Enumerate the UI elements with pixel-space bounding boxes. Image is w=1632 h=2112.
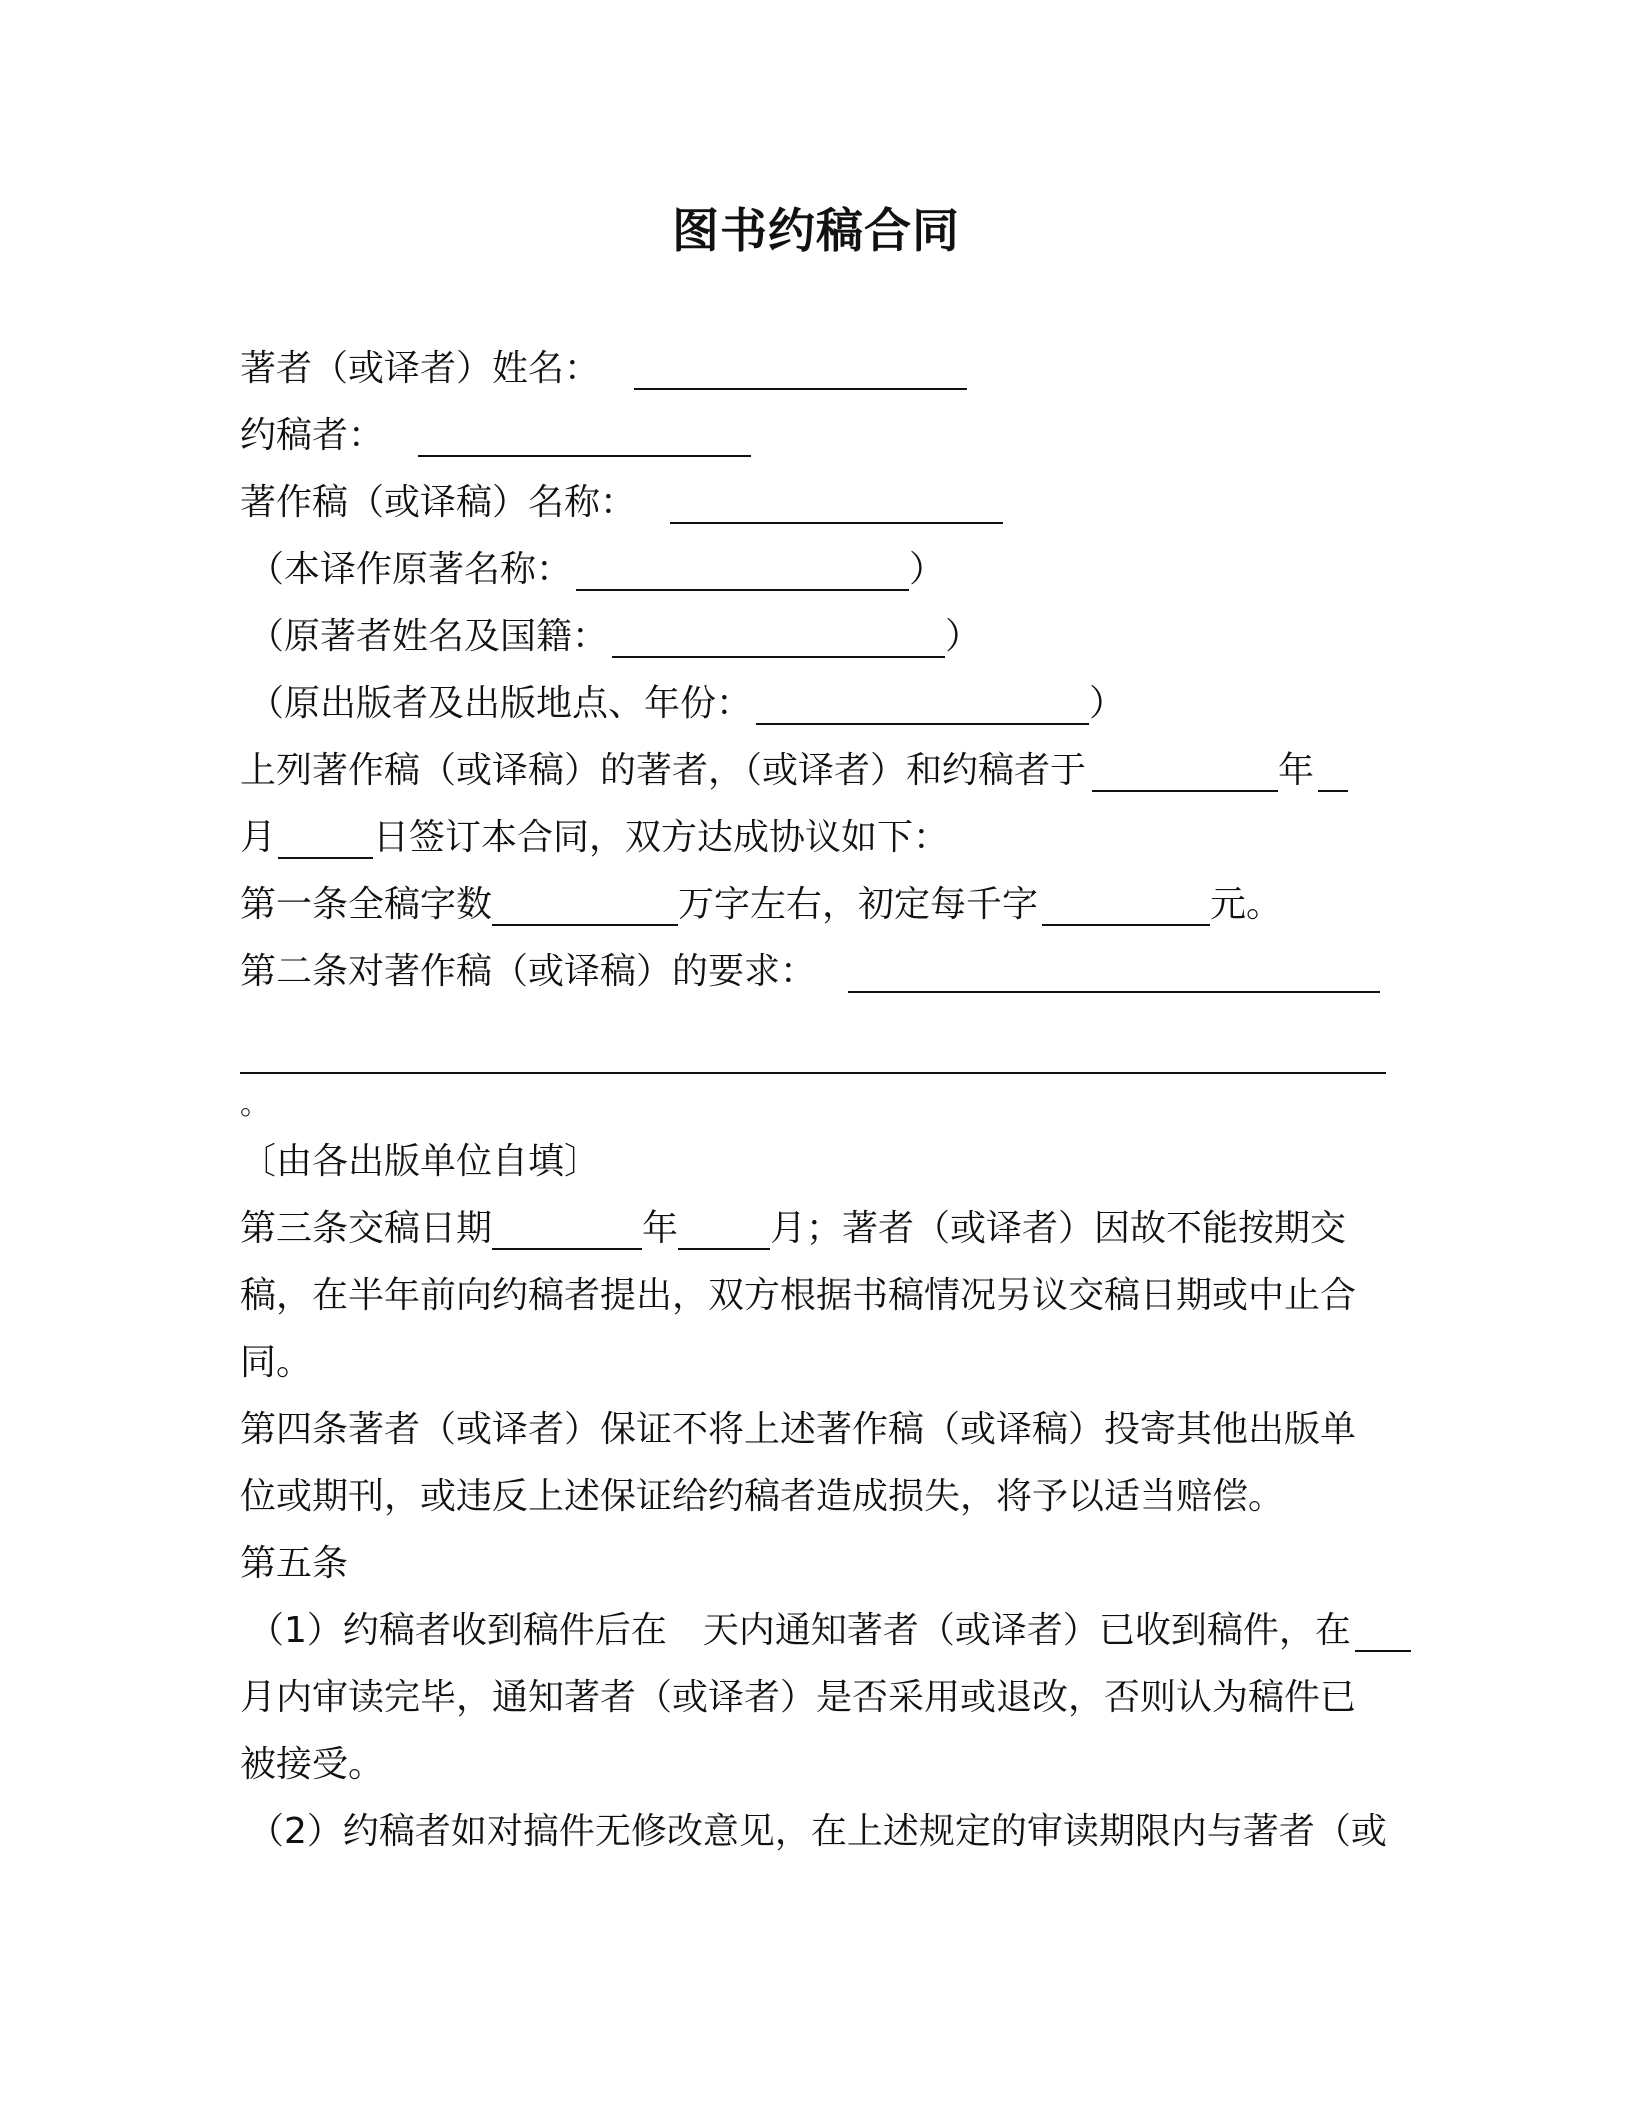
article-2-label: 第二条对著作稿（或译稿）的要求： — [240, 951, 817, 992]
article-1-label: 第一条全稿字数 — [240, 884, 493, 925]
original-publisher-label: （原出版者及出版地点、年份： — [248, 683, 753, 724]
author-name-blank[interactable] — [634, 348, 967, 390]
sign-day-blank[interactable] — [278, 817, 373, 859]
item-1-text-2: 天内通知著者（或译者）已收到稿件，在 — [702, 1610, 1351, 1651]
original-title-label: （本译作原著名称： — [248, 549, 573, 590]
original-title-close: ） — [909, 549, 946, 590]
month-label: 月 — [240, 817, 277, 858]
original-publisher-close: ） — [1089, 683, 1126, 724]
rate-blank[interactable] — [1042, 884, 1210, 926]
commissioner-blank[interactable] — [418, 415, 751, 457]
delivery-year-blank[interactable] — [492, 1208, 642, 1250]
days-blank[interactable] — [667, 1610, 703, 1652]
article-4-line-2: 位或期刊，或违反上述保证给约稿者造成损失，将予以适当赔偿。 — [240, 1476, 1285, 1517]
delivery-year-label: 年 — [642, 1208, 679, 1249]
article-5-item-1-line-2: 月内审读完毕，通知著者（或译者）是否采用或退改，否则认为稿件已 — [240, 1677, 1357, 1718]
work-title-row — [240, 479, 1003, 527]
article-5-heading: 第五条 — [240, 1543, 349, 1584]
sign-year-blank[interactable] — [1092, 750, 1278, 792]
article-1 — [240, 881, 1282, 929]
article-1-text: 万字左右，初定每千字 — [678, 884, 1039, 925]
item-1-text: （1）约稿者收到稿件后在 — [248, 1610, 667, 1651]
original-title-blank[interactable] — [576, 549, 909, 591]
article-4-line-1: 第四条著者（或译者）保证不将上述著作稿（或译稿）投寄其他出版单 — [240, 1409, 1357, 1450]
requirements-line-2[interactable] — [240, 1072, 1386, 1074]
article-2 — [240, 948, 1380, 996]
work-title-blank[interactable] — [670, 482, 1003, 524]
commissioner-label: 约稿者： — [240, 415, 385, 456]
commissioner-row — [240, 412, 751, 460]
original-title-row — [248, 546, 945, 594]
original-author-close: ） — [945, 616, 982, 657]
original-author-blank[interactable] — [612, 616, 945, 658]
article-3-line-3: 同。 — [240, 1342, 313, 1383]
requirements-blank[interactable] — [848, 951, 1380, 993]
original-author-label: （原著者姓名及国籍： — [248, 616, 609, 657]
article-3-label: 第三条交稿日期 — [240, 1208, 493, 1249]
delivery-month-blank[interactable] — [678, 1208, 770, 1250]
author-name-row — [240, 345, 967, 393]
intro-line-2 — [240, 814, 949, 862]
year-label: 年 — [1278, 750, 1315, 791]
article-3-text: 月；著者（或译者）因故不能按期交 — [770, 1208, 1347, 1249]
requirements-end: 。 — [240, 1087, 270, 1122]
original-publisher-blank[interactable] — [756, 683, 1089, 725]
article-5-item-1-line-3: 被接受。 — [240, 1744, 385, 1785]
sign-month-blank-start[interactable] — [1318, 750, 1348, 792]
article-5-item-2-line-1: （2）约稿者如对搞件无修改意见，在上述规定的审读期限内与著者（或 — [248, 1811, 1387, 1852]
intro-text-2: 日签订本合同，双方达成协议如下： — [373, 817, 950, 858]
work-title-label: 著作稿（或译稿）名称： — [240, 482, 637, 523]
article-2-note: 〔由各出版单位自填〕 — [240, 1141, 601, 1182]
article-5-item-1-line-1 — [248, 1607, 1411, 1655]
word-count-blank[interactable] — [492, 884, 678, 926]
author-name-label: 著者（或译者）姓名： — [240, 348, 601, 389]
review-months-blank[interactable] — [1355, 1610, 1411, 1652]
article-3-line-1 — [240, 1205, 1346, 1253]
original-author-row — [248, 613, 981, 661]
article-1-end: 元。 — [1210, 884, 1283, 925]
article-3-line-2: 稿，在半年前向约稿者提出，双方根据书稿情况另议交稿日期或中止合 — [240, 1275, 1357, 1316]
intro-text: 上列著作稿（或译稿）的著者，（或译者）和约稿者于 — [240, 750, 1087, 791]
intro-line-1 — [240, 747, 1348, 795]
document-title: 图书约稿合同 — [672, 204, 960, 259]
original-publisher-row — [248, 680, 1125, 728]
